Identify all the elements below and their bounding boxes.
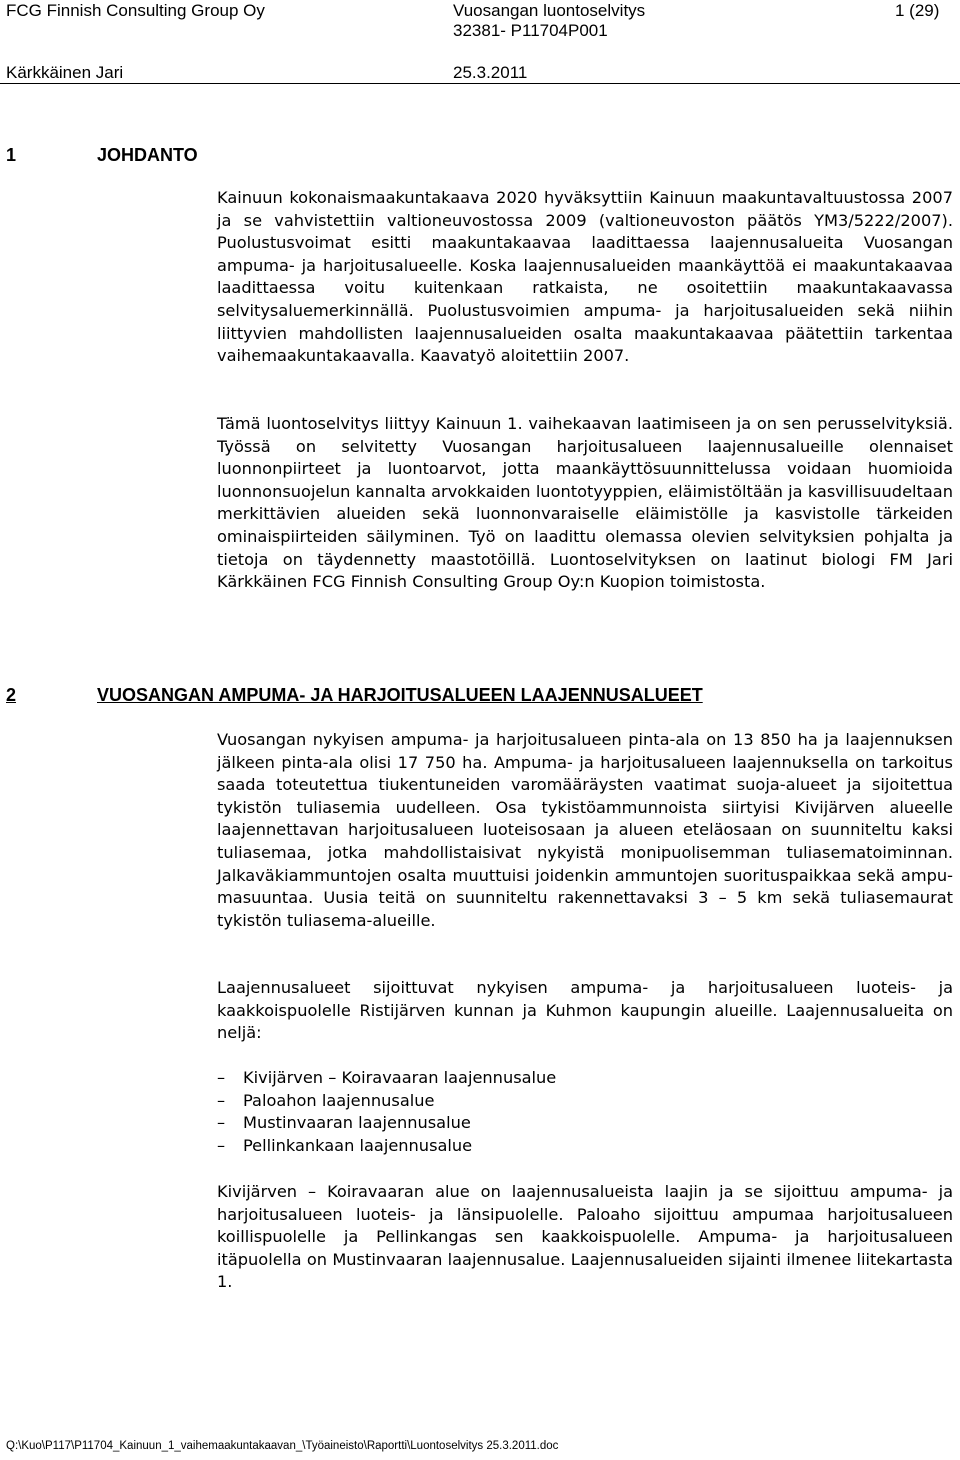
dash-bullet: – — [217, 1113, 226, 1133]
section-2-number: 2 — [6, 685, 17, 705]
section-1-paragraph-2: Tämä luontoselvitys liittyy Kainuun 1. vaihekaavan laatimiseen ja on sen perusselvityksiä. Työssä on selvitetty Vuosangan harjoitusalueen laajennusalueille olennaiset luonnonpiirteet ja luontoarvot, jotta maankäyttösuunnittelussa voidaan huomioida luonnonsuojelun kannalta arvokkaiden luontotyyppien, eläimistöltään ja kasvillisuudeltaan merkittävien alueiden sekä luonnonvaraiselle eläimistölle ja kasvistolle tärkeiden ominaispiirteiden säilyminen. Työ on laadittu olemassa olevien selvityksien pohjalta ja tietoja on täydennetty maastotöillä. Luontoselvityksen on laatinut biologi FM Jari Kärkkäinen FCG Finnish Consulting Group Oy:n Kuopion toimistosta. — [217, 414, 953, 592]
header-company: FCG Finnish Consulting Group Oy — [6, 1, 265, 20]
header-doc-title: Vuosangan luontoselvitys — [453, 1, 646, 20]
header-date: 25.3.2011 — [453, 63, 528, 82]
list-item — [217, 1090, 953, 1113]
section-1-paragraph-1: Kainuun kokonaismaakuntakaava 2020 hyväksyttiin Kainuun maakuntavaltuustossa 2007 ja se vahvistettiin valtioneuvostossa 2009 (valtioneuvoston päätös YM3/5222/2007). Puolustusvoimat esitti maakuntakaavaa laadittaessa laajennusalueita Vuosangan ampuma- ja harjoitusalueelle. Koska laajennusalueiden maankäyttöä ei maakuntakaavaa laadittaessa voitu kuitenkaan ratkaista, ne osoitettiin maakuntakaavassa selvitysaluemerkinnällä. Puolustusvoimien ampuma- ja harjoitusalueiden sekä niihin liittyvien mahdollisten laajennusalueiden osalta maakuntakaavaa päätettiin tarkentaa vaihemaakuntakaavalla. Kaavatyö aloitettiin 2007. — [217, 188, 953, 366]
section-2-paragraph-1: Vuosangan nykyisen ampuma- ja harjoitusalueen pinta-ala on 13 850 ha ja laajennuksen jälkeen pinta-ala olisi 17 750 ha. Ampuma- ja harjoitusalueen laajennuksella on tarkoitus saada toteutettua tiukentuneiden varomääräysten vaatimat suoja-alueet ja sijoitettua tykistön tuliasemia uudelleen. Osa tykistöammunnoista siirtyisi Kivijärven alueelle laajennettavan harjoitusalueen luoteisosaan ja alueen eteläosaan on suunniteltu kaksi tuliasemaa, jotka mahdollistaisivat nykyistä monipuolisemman tuliasematoiminnan. Jalkaväkiammuntojen osalta muuttuisi joidenkin ammuntojen suorituspaikkaa sekä ampumasuuntaa. Uusia teitä on suunniteltu rakennettavaksi 3 – 5 km sekä tuliasemaurat tykistön tuliasema-alueille. — [217, 730, 953, 930]
section-1-number: 1 — [6, 145, 17, 165]
list-item-text: Kivijärven – Koiravaaran laajennusalue — [243, 1068, 557, 1087]
header-doc-code: 32381- P11704P001 — [453, 21, 608, 40]
header-rule — [0, 83, 960, 84]
section-1-title: JOHDANTO — [97, 145, 198, 165]
footer-file-path: Q:\Kuo\P117\P11704_Kainuun_1_vaihemaakuntakaavan_\Työaineisto\Raportti\Luontoselvitys 25.3.2011.doc — [6, 1440, 559, 1452]
dash-bullet: – — [217, 1090, 226, 1110]
extension-area-list — [217, 1067, 953, 1157]
header-author: Kärkkäinen Jari — [6, 63, 124, 82]
list-item-text: Pellinkankaan laajennusalue — [243, 1135, 473, 1155]
list-item-text: Mustinvaaran laajennusalue — [243, 1113, 471, 1133]
header-page-number: 1 (29) — [895, 1, 940, 20]
list-item — [217, 1135, 953, 1158]
list-item — [217, 1112, 953, 1135]
section-2-paragraph-2: Laajennusalueet sijoittuvat nykyisen ampuma- ja harjoitusalueen luoteis- ja kaakkoispuolelle Ristijärven kunnan ja Kuhmon kaupungin alueille. Laajennusalueita on neljä: — [217, 978, 953, 1043]
list-item-text: Paloahon laajennusalue — [243, 1090, 435, 1110]
dash-bullet: – — [217, 1068, 226, 1087]
dash-bullet: – — [217, 1135, 226, 1155]
section-2-paragraph-3: Kivijärven – Koiravaaran alue on laajennusalueista laajin ja se sijoittuu ampuma- ja harjoitusalueen luoteis- ja länsipuolelle. Paloaho sijoittuu ampumaa harjoitusalueen koillispuolelle ja Pellinkangas sen kaakkoispuolelle. Ampuma- ja harjoitusalueen itäpuolella on Mustinvaaran laajennusalue. Laajennusalueiden sijainti ilmenee liitekartasta 1. — [217, 1182, 953, 1292]
list-item — [217, 1067, 953, 1090]
section-2-title: VUOSANGAN AMPUMA- JA HARJOITUSALUEEN LAAJENNUSALUEET — [97, 685, 703, 705]
